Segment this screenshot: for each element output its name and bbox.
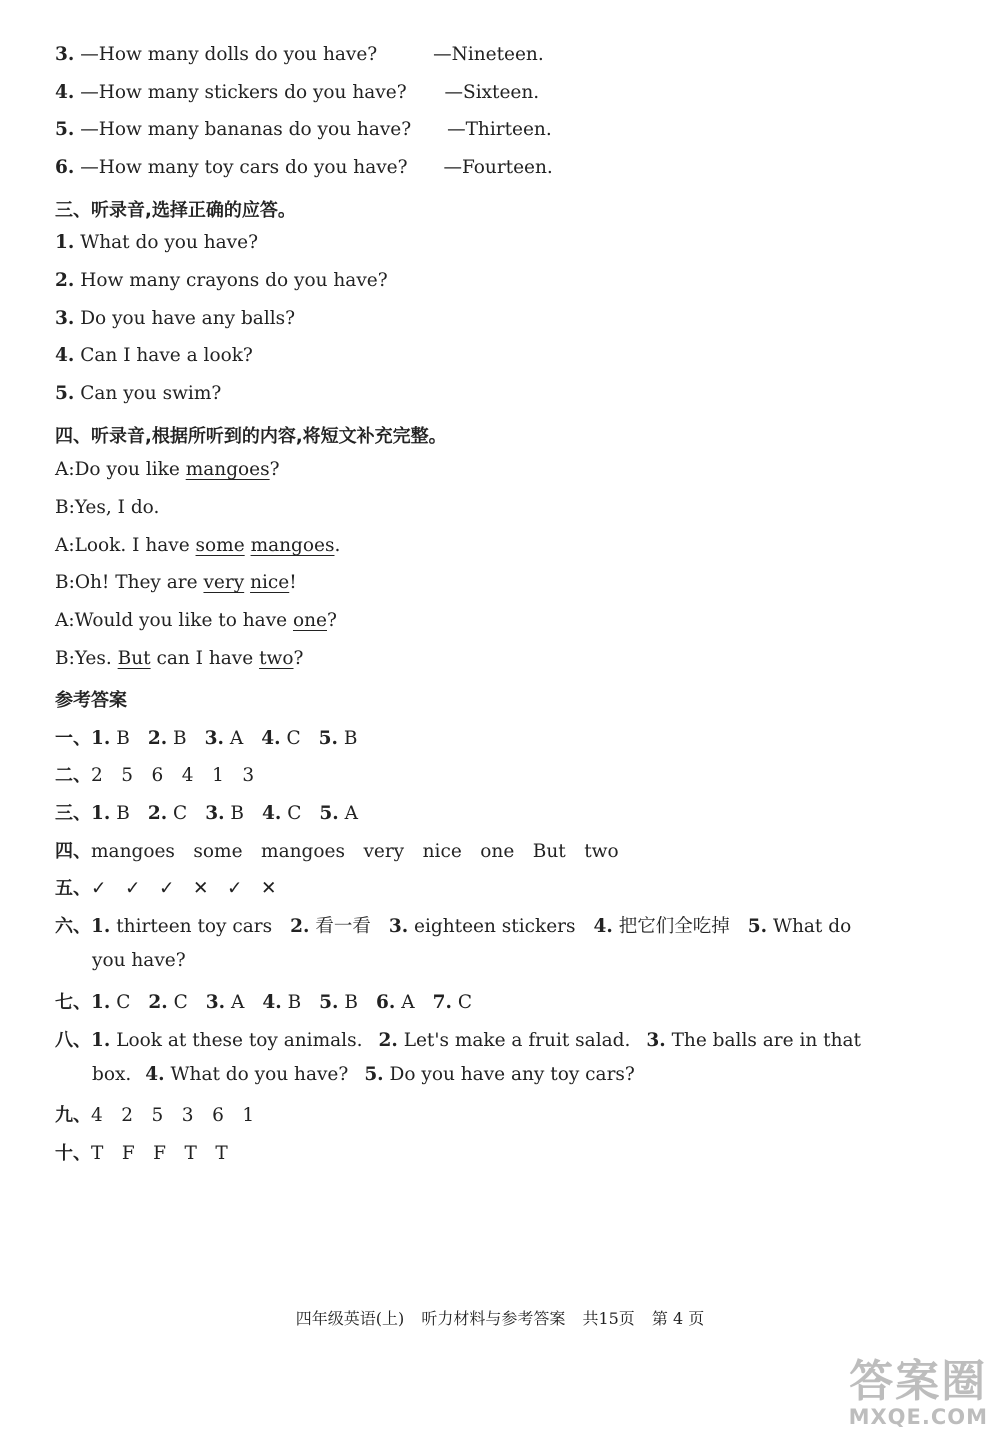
section-3-item: 4. Can I have a look? [55, 345, 253, 366]
section-4-title: 四、听录音,根据所听到的内容,将短文补充完整。 [55, 426, 447, 447]
watermark-logo: 答案圈 [849, 1356, 988, 1407]
section-3-item: 1. What do you have? [55, 232, 259, 253]
answer-row-6-cont: you have? [92, 950, 186, 971]
watermark [848, 1356, 988, 1429]
blank-answer: two [259, 648, 294, 669]
section-3-item: 5. Can you swim? [55, 383, 222, 404]
dialogue-line: A:Do you like mangoes? [55, 459, 280, 480]
footer-book: 四年级英语(上) [295, 1309, 405, 1328]
dialog-q5: 5. —How many bananas do you have? —Thirteen. [55, 119, 552, 140]
blank-answer: mangoes [185, 459, 270, 480]
blank-answer: very [203, 572, 245, 593]
dialog-q4: 4. —How many stickers do you have? —Sixteen. [55, 82, 540, 103]
answer-row-3: 三、1. B 2. C 3. B 4. C 5. A [55, 803, 358, 824]
blank-answer: mangoes [250, 535, 335, 556]
blank-answer: But [117, 648, 151, 669]
blank-answer: one [292, 610, 327, 631]
answer-row-8-cont: box. 4. What do you have? 5. Do you have any toy cars? [92, 1064, 635, 1085]
answer-row-2: 二、2 5 6 4 1 3 [55, 765, 255, 786]
blank-answer: nice [250, 572, 290, 593]
answer-row-8: 八、1. Look at these toy animals. 2. Let's make a fruit salad. 3. The balls are in that [55, 1030, 861, 1051]
dialogue-line: A:Look. I have some mangoes. [55, 535, 341, 556]
section-3-item: 2. How many crayons do you have? [55, 270, 388, 291]
section-3-title: 三、听录音,选择正确的应答。 [55, 200, 296, 221]
answer-row-7: 七、1. C 2. C 3. A 4. B 5. B 6. A 7. C [55, 992, 472, 1013]
dialogue-line: B:Yes. But can I have two? [55, 648, 304, 669]
answer-row-9: 九、4 2 5 3 6 1 [55, 1105, 255, 1126]
dialogue-line: B:Oh! They are very nice! [55, 572, 297, 593]
dialogue-line: A:Would you like to have one? [55, 610, 337, 631]
answer-row-6: 六、1. thirteen toy cars 2. 看一看 3. eighteen stickers 4. 把它们全吃掉 5. What do [55, 916, 852, 937]
answers-title: 参考答案 [55, 690, 127, 711]
page-footer [0, 1306, 1000, 1329]
footer-section: 听力材料与参考答案 [421, 1309, 566, 1328]
dialog-q3: 3. —How many dolls do you have? —Nineteen. [55, 44, 544, 65]
footer-page: 第 4 页 [651, 1309, 705, 1328]
answer-row-1: 一、1. B 2. B 3. A 4. C 5. B [55, 728, 358, 749]
dialogue-line: B:Yes, I do. [55, 497, 160, 518]
answer-row-4: 四、mangoes some mangoes very nice one But two [55, 841, 619, 862]
watermark-site: MXQE.COM [848, 1405, 988, 1429]
answer-row-10: 十、T F F T T [55, 1143, 228, 1164]
blank-answer: some [195, 535, 245, 556]
footer-total: 共15页 [582, 1309, 635, 1328]
dialog-q6: 6. —How many toy cars do you have? —Fourteen. [55, 157, 553, 178]
section-3-item: 3. Do you have any balls? [55, 308, 296, 329]
answer-row-5: 五、✓ ✓ ✓ ✕ ✓ ✕ [55, 878, 277, 899]
